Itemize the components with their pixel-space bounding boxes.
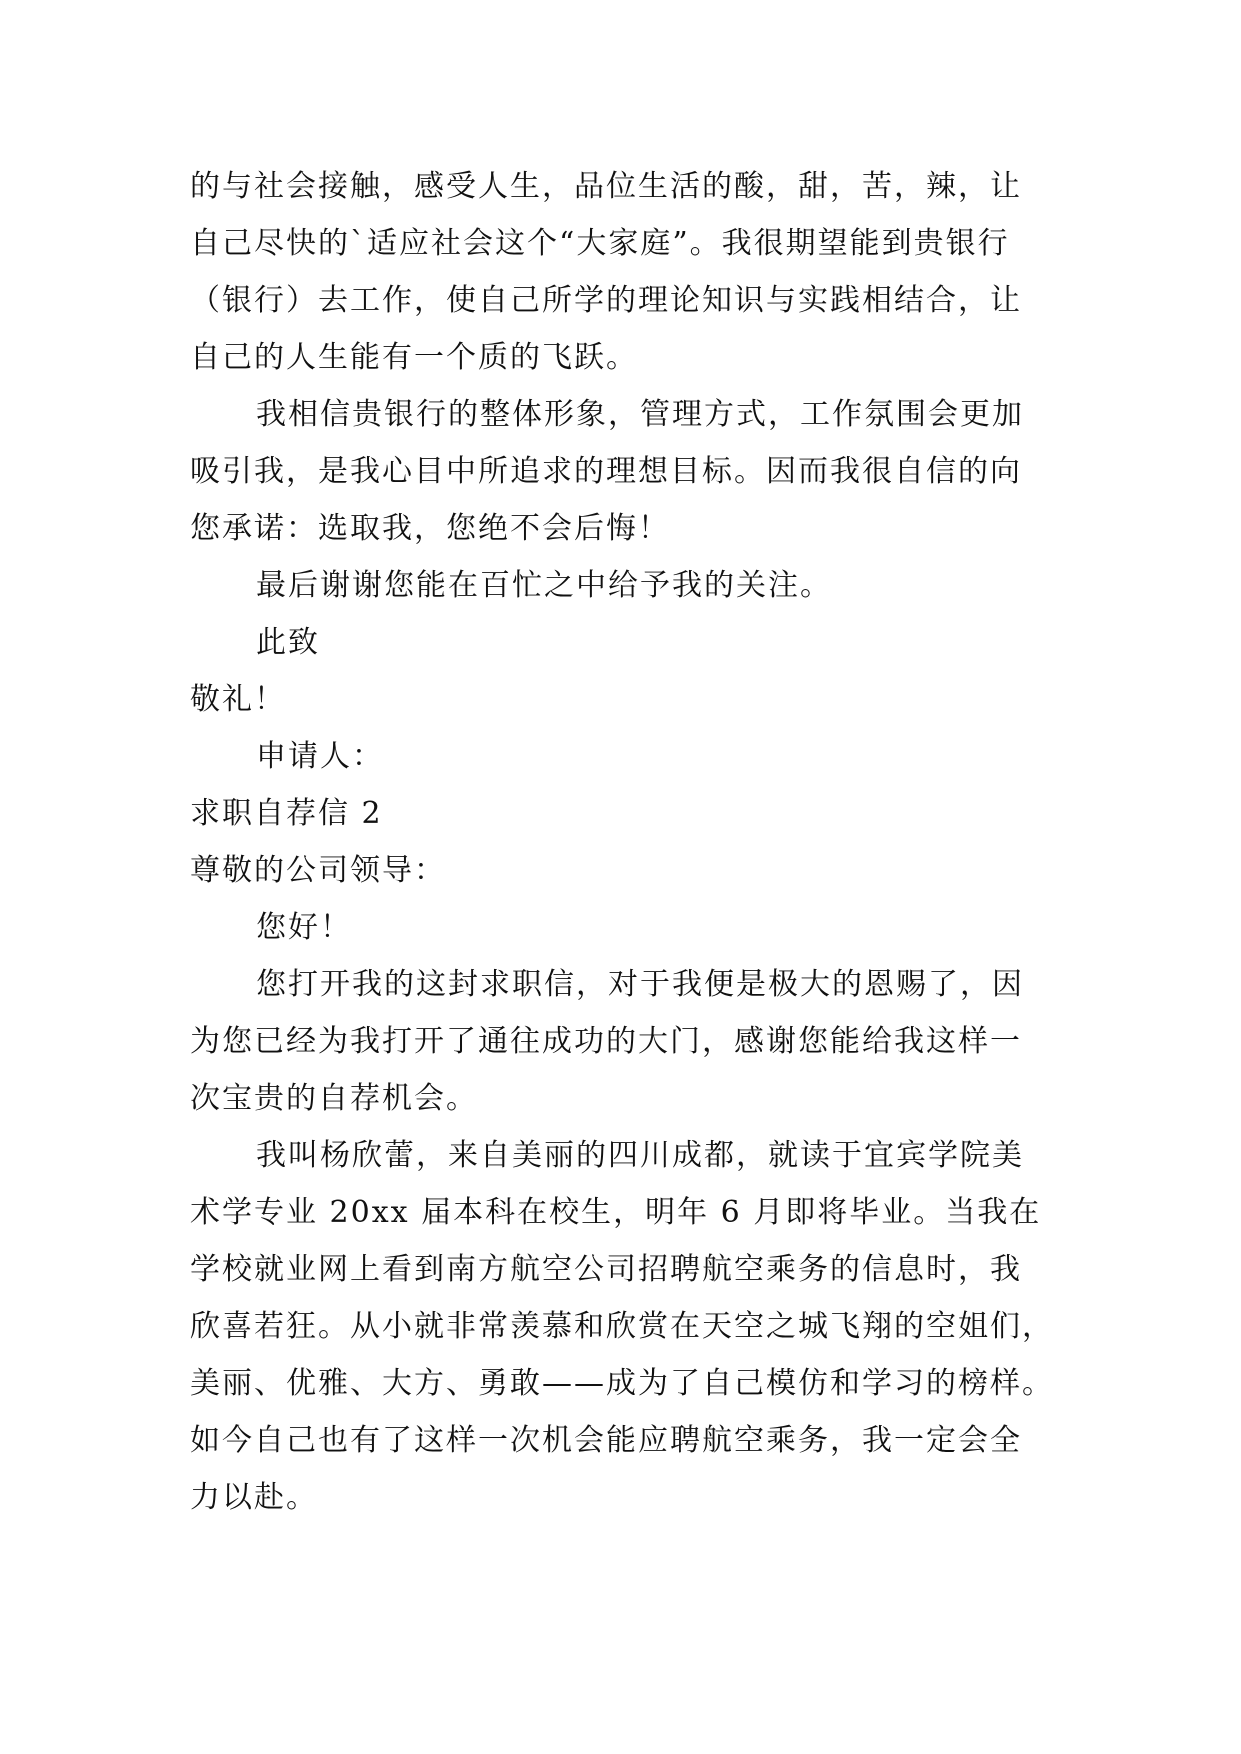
paragraph-line: 术学专业 20xx 届本科在校生，明年 6 月即将毕业。当我在 [190, 1195, 1042, 1230]
paragraph-line: （银行）去工作，使自己所学的理论知识与实践相结合，让 [190, 283, 1022, 318]
paragraph-line: 次宝贵的自荐机会。 [190, 1081, 478, 1116]
paragraph-line: 您打开我的这封求职信，对于我便是极大的恩赐了，因 [256, 967, 1024, 1002]
paragraph-line: 我相信贵银行的整体形象，管理方式，工作氛围会更加 [256, 397, 1024, 432]
section-title: 求职自荐信 2 [190, 796, 383, 831]
paragraph-line: 学校就业网上看到南方航空公司招聘航空乘务的信息时，我 [190, 1252, 1022, 1287]
paragraph-line: 为您已经为我打开了通往成功的大门，感谢您能给我这样一 [190, 1024, 1022, 1059]
paragraph-line: 吸引我，是我心目中所追求的理想目标。因而我很自信的向 [190, 454, 1022, 489]
paragraph-line: 美丽、优雅、大方、勇敢——成为了自己模仿和学习的榜样。 [190, 1366, 1054, 1401]
greeting: 您好！ [256, 910, 352, 945]
signature-label: 申请人： [256, 739, 384, 774]
paragraph-line: 最后谢谢您能在百忙之中给予我的关注。 [256, 568, 832, 603]
paragraph-line: 您承诺：选取我，您绝不会后悔！ [190, 511, 670, 546]
paragraph-line: 欣喜若狂。从小就非常羡慕和欣赏在天空之城飞翔的空姐们， [190, 1309, 1054, 1344]
closing-salutation: 敬礼！ [190, 682, 286, 717]
paragraph-line: 如今自己也有了这样一次机会能应聘航空乘务，我一定会全 [190, 1423, 1022, 1458]
paragraph-line: 力以赴。 [190, 1480, 318, 1515]
salutation: 尊敬的公司领导： [190, 853, 446, 888]
paragraph-line: 自己的人生能有一个质的飞跃。 [190, 340, 638, 375]
closing-line: 此致 [256, 625, 320, 660]
paragraph-line: 的与社会接触，感受人生，品位生活的酸，甜，苦，辣，让 [190, 169, 1022, 204]
paragraph-line: 我叫杨欣蕾，来自美丽的四川成都，就读于宜宾学院美 [256, 1138, 1024, 1173]
paragraph-line: 自己尽快的`适应社会这个“大家庭”。我很期望能到贵银行 [190, 226, 1010, 261]
